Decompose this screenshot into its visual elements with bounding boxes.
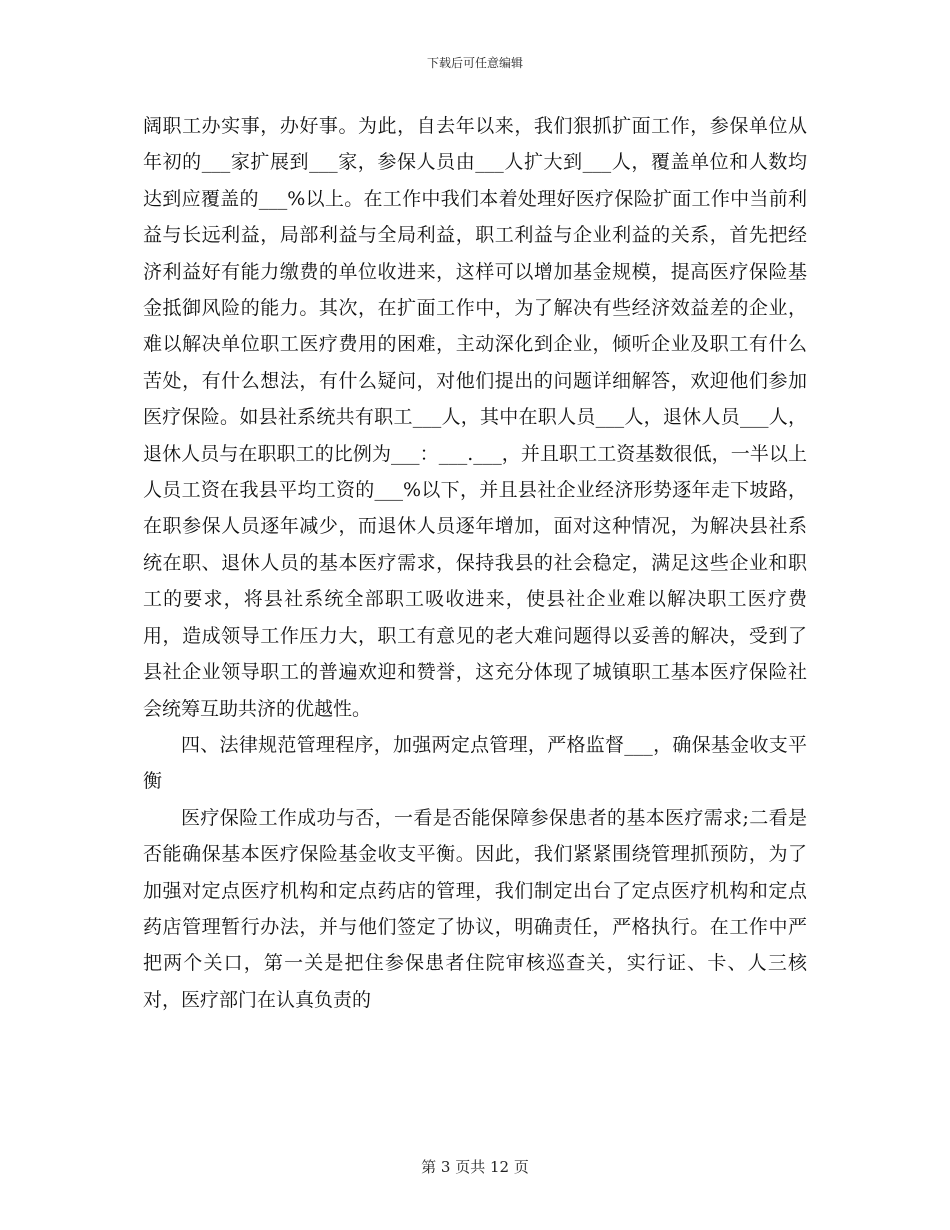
page-footer: 第 3 页共 12 页 bbox=[421, 1158, 529, 1176]
page-header: 下载后可任意编辑 bbox=[426, 56, 523, 70]
section-heading: 四、法律规范管理程序，加强两定点管理，严格监督___，确保基金收支平衡 bbox=[143, 733, 807, 793]
paragraph-1: 阔职工办实事，办好事。为此，自去年以来，我们狠抓扩面工作，参保单位从年初的___家扩展到___家，参保人员由___人扩大到___人，覆盖单位和人数均达到应覆盖的___%以上。在工作中我们本着处理好医疗保险扩面工作中当前利益与长远利益，局部利益与全局利益，职工利益与企业利益的关系，首先把经济利益好有能力缴费的单位收进来，这样可以增加基金规模，提高医疗保险基金抵御风险的能力。其次，在扩面工作中，为了解决有些经济效益差的企业，难以解决单位职工医疗费用的困难，主动深化到企业，倾听企业及职工有什么苦处，有什么想法，有什么疑问，对他们提出的问题详细解答，欢迎他们参加医疗保险。如县社系统共有职工___人，其中在职人员___人，退休人员___人，退休人员与在职职工的比例为___：___.___，并且职工工资基数很低，一半以上人员工资在我县平均工资的___%以下，并且县社企业经济形势逐年走下坡路，在职参保人员逐年减少，而退休人员逐年增加，面对这种情况，为解决县社系统在职、退休人员的基本医疗需求，保持我县的社会稳定，满足这些企业和职工的要求，将县社系统全部职工吸收进来，使县社企业难以解决职工医疗费用，造成领导工作压力大，职工有意见的老大难问题得以妥善的解决，受到了县社企业领导职工的普遍欢迎和赞誉，这充分体现了城镇职工基本医疗保险社会统筹互助共济的优越性。 bbox=[143, 115, 807, 720]
document-body bbox=[143, 108, 807, 1018]
paragraph-2: 医疗保险工作成功与否，一看是否能保障参保患者的基本医疗需求;二看是否能确保基本医疗保险基金收支平衡。因此，我们紧紧围绕管理抓预防，为了加强对定点医疗机构和定点药店的管理，我们制定出台了定点医疗机构和定点药店管理暂行办法，并与他们签定了协议，明确责任，严格执行。在工作中严把两个关口，第一关是把住参保患者住院审核巡查关，实行证、卡、人三核对，医疗部门在认真负责的 bbox=[143, 806, 807, 1011]
